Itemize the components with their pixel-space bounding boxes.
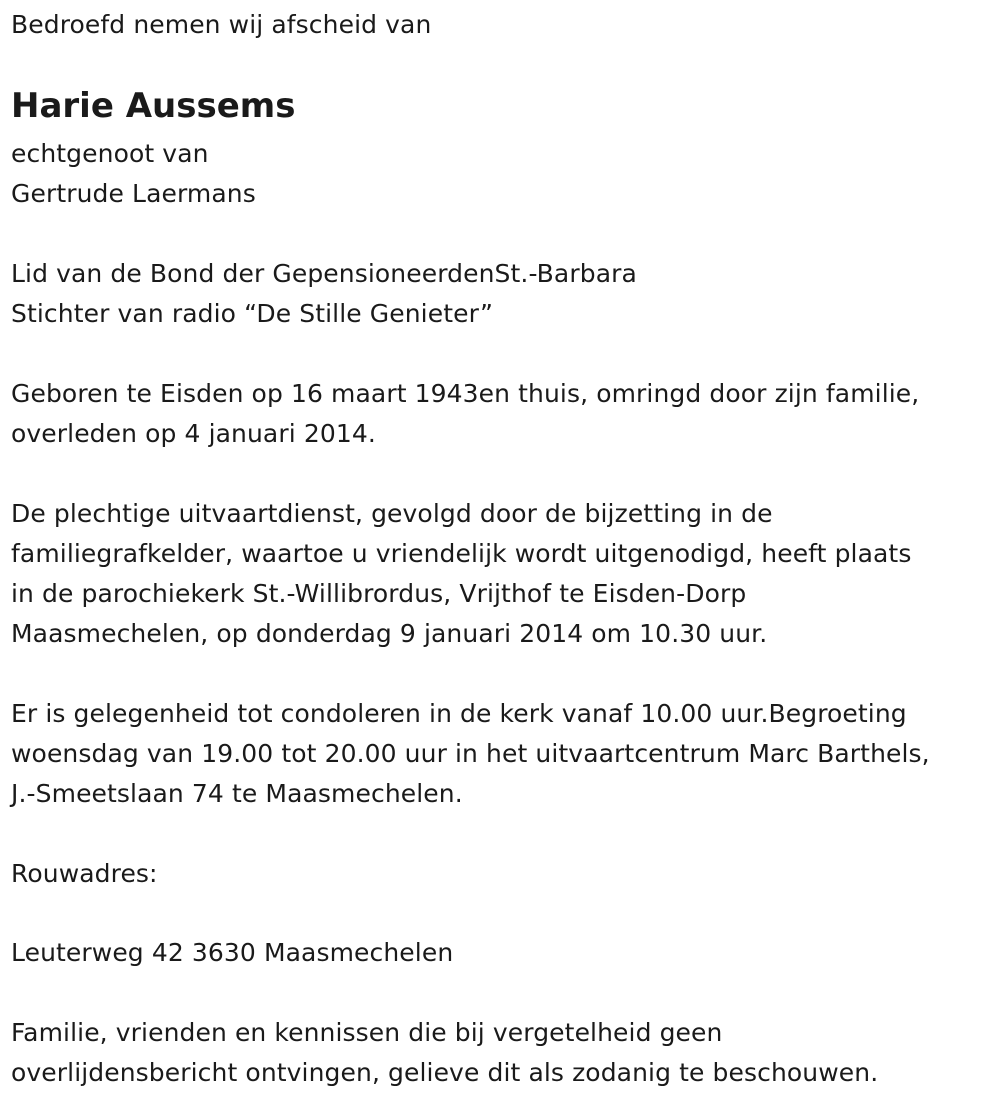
closing-line: Familie, vrienden en kennissen die bij vergetelheid geen <box>11 1018 723 1047</box>
spouse-name: Gertrude Laermans <box>11 179 256 208</box>
birth-death-line: Geboren te Eisden op 16 maart 1943en thuis, omringd door zijn familie, <box>11 379 920 408</box>
condolence-line: J.-Smeetslaan 74 te Maasmechelen. <box>11 779 463 808</box>
condolence-line: Er is gelegenheid tot condoleren in de kerk vanaf 10.00 uur.Begroeting <box>11 699 907 728</box>
service-line: familiegrafkelder, waartoe u vriendelijk wordt uitgenodigd, heeft plaats <box>11 539 912 568</box>
closing-line: overlijdensbericht ontvingen, gelieve dit als zodanig te beschouwen. <box>11 1058 879 1087</box>
address-label: Rouwadres: <box>11 859 158 888</box>
service-line: De plechtige uitvaartdienst, gevolgd door de bijzetting in de <box>11 499 773 528</box>
intro-text: Bedroefd nemen wij afscheid van <box>11 10 432 39</box>
role-line: Lid van de Bond der GepensioneerdenSt.-Barbara <box>11 259 637 288</box>
relation-text: echtgenoot van <box>11 139 209 168</box>
service-line: Maasmechelen, op donderdag 9 januari 2014 om 10.30 uur. <box>11 619 768 648</box>
service-line: in de parochiekerk St.-Willibrordus, Vrijthof te Eisden-Dorp <box>11 579 747 608</box>
deceased-name: Harie Aussems <box>11 86 296 126</box>
birth-death-line: overleden op 4 januari 2014. <box>11 419 376 448</box>
address-value: Leuterweg 42 3630 Maasmechelen <box>11 938 454 967</box>
condolence-line: woensdag van 19.00 tot 20.00 uur in het uitvaartcentrum Marc Barthels, <box>11 739 930 768</box>
role-line: Stichter van radio “De Stille Genieter” <box>11 299 494 328</box>
